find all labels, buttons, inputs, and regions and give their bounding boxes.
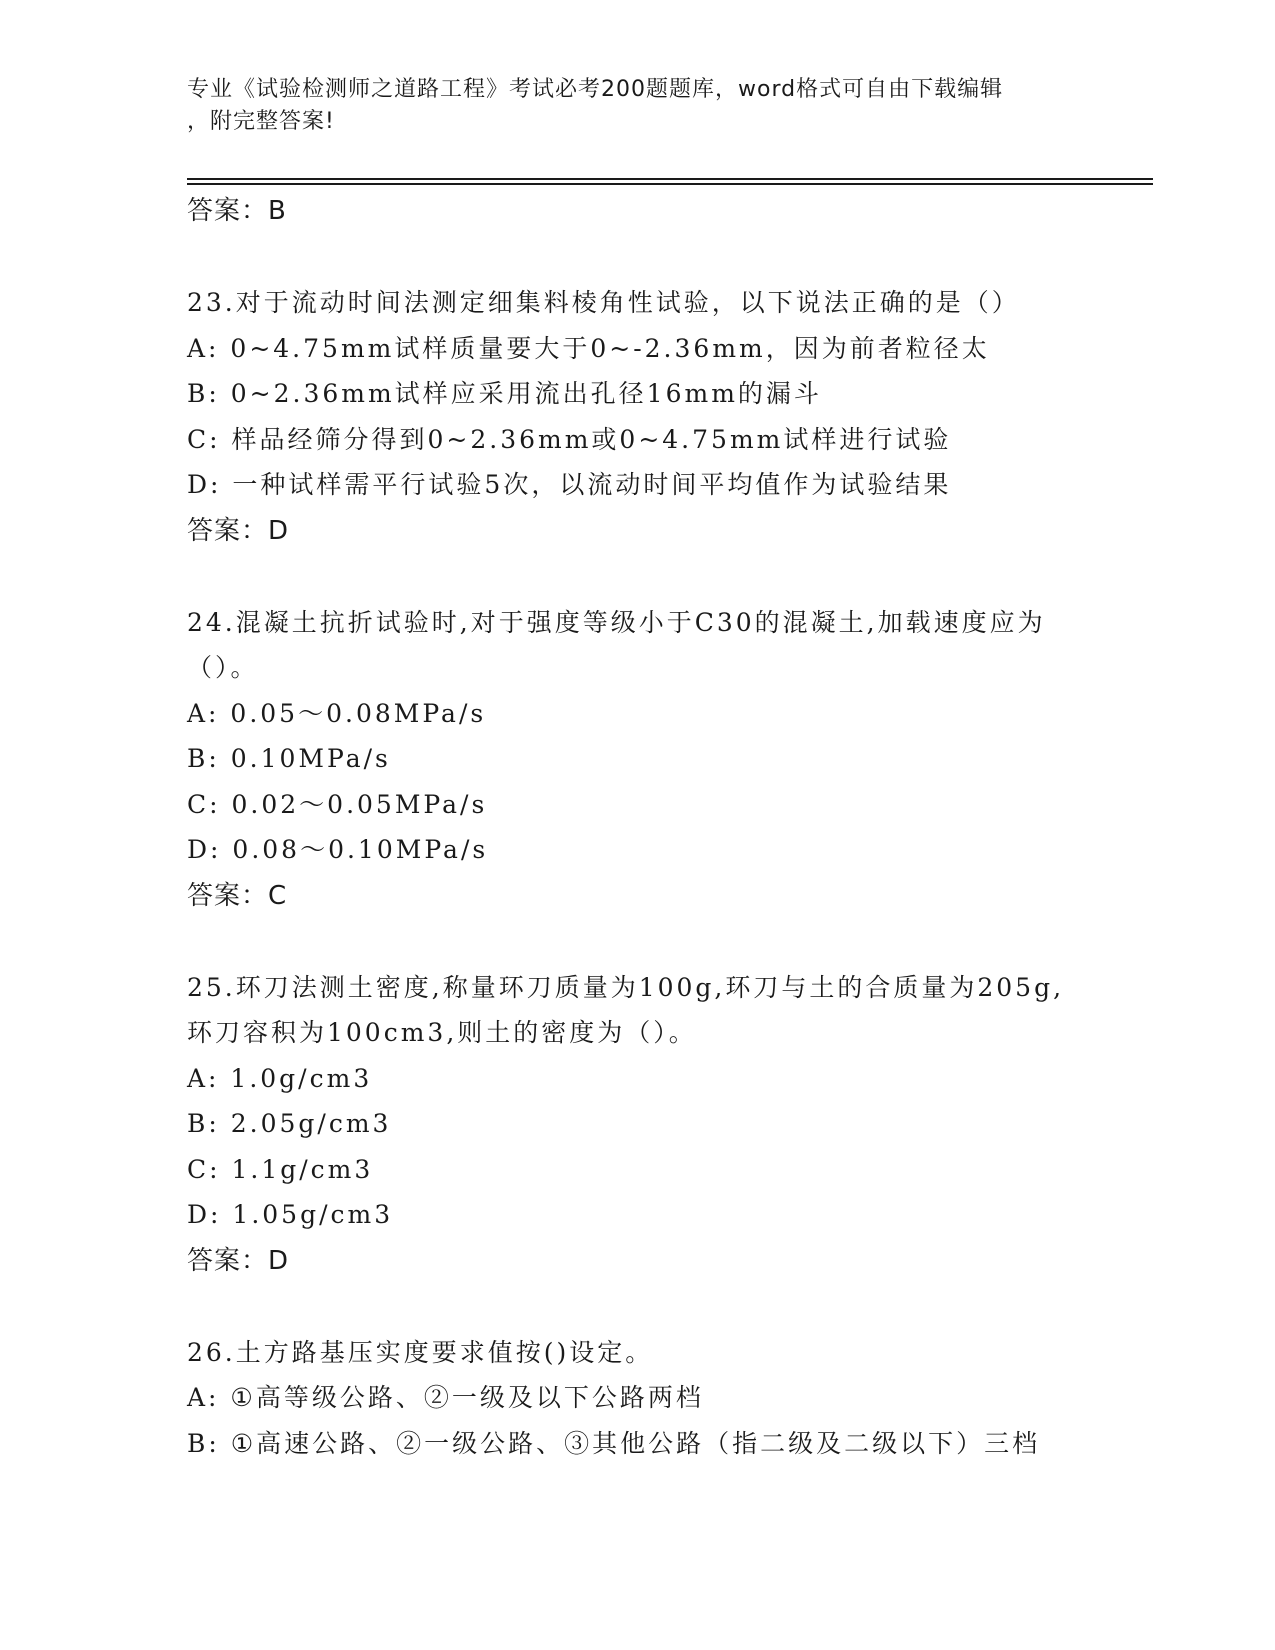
option-d: D: 一种试样需平行试验5次，以流动时间平均值作为试验结果: [187, 470, 952, 499]
header-rule-bottom: [187, 183, 1153, 185]
option-a: A: ①高等级公路、②一级及以下公路两档: [187, 1383, 704, 1412]
option-b: B: 2.05g/cm3: [187, 1109, 392, 1138]
answer-line: 答案：C: [187, 880, 288, 911]
option-b: B: ①高速公路、②一级公路、③其他公路（指二级及二级以下）三档: [187, 1428, 1041, 1458]
answer-line: 答案：D: [187, 515, 290, 546]
option-a: A: 0~4.75mm试样质量要大于0~-2.36mm，因为前者粒径太: [187, 333, 990, 363]
document-header: [187, 74, 1067, 138]
option-a: A: 1.0g/cm3: [187, 1063, 373, 1093]
question-26: [187, 1330, 1087, 1467]
answer-line: 答案：B: [187, 196, 287, 226]
question-25: [187, 965, 1087, 1284]
option-a: A: 0.05～0.08MPa/s: [187, 698, 487, 728]
question-stem: 24.混凝土抗折试验时,对于强度等级小于C30的混凝土,加载速度应为（）。: [187, 607, 1046, 682]
question-24: [187, 600, 1087, 919]
header-line-1: 专业《试验检测师之道路工程》考试必考200题题库，word格式可自由下载编辑: [187, 77, 1004, 102]
question-23: [187, 280, 1087, 554]
question-stem: 23.对于流动时间法测定细集料棱角性试验，以下说法正确的是（）: [187, 288, 1020, 317]
answer-line: 答案：D: [187, 1245, 290, 1276]
option-b: B: 0.10MPa/s: [187, 744, 391, 773]
option-c: C: 0.02～0.05MPa/s: [187, 789, 488, 819]
header-line-2: ，附完整答案!: [187, 109, 335, 134]
header-rule-top: [187, 178, 1153, 180]
question-stem: 26.土方路基压实度要求值按()设定。: [187, 1337, 654, 1367]
option-c: C: 1.1g/cm3: [187, 1154, 374, 1184]
option-b: B: 0~2.36mm试样应采用流出孔径16mm的漏斗: [187, 379, 822, 408]
question-stem: 25.环刀法测土密度,称量环刀质量为100g,环刀与土的合质量为205g,环刀容积为100cm3,则土的密度为（）。: [187, 972, 1065, 1047]
option-d: D: 1.05g/cm3: [187, 1200, 394, 1229]
option-c: C: 样品经筛分得到0~2.36mm或0~4.75mm试样进行试验: [187, 424, 952, 454]
option-d: D: 0.08～0.10MPa/s: [187, 835, 489, 864]
document-body: [187, 188, 1087, 1466]
